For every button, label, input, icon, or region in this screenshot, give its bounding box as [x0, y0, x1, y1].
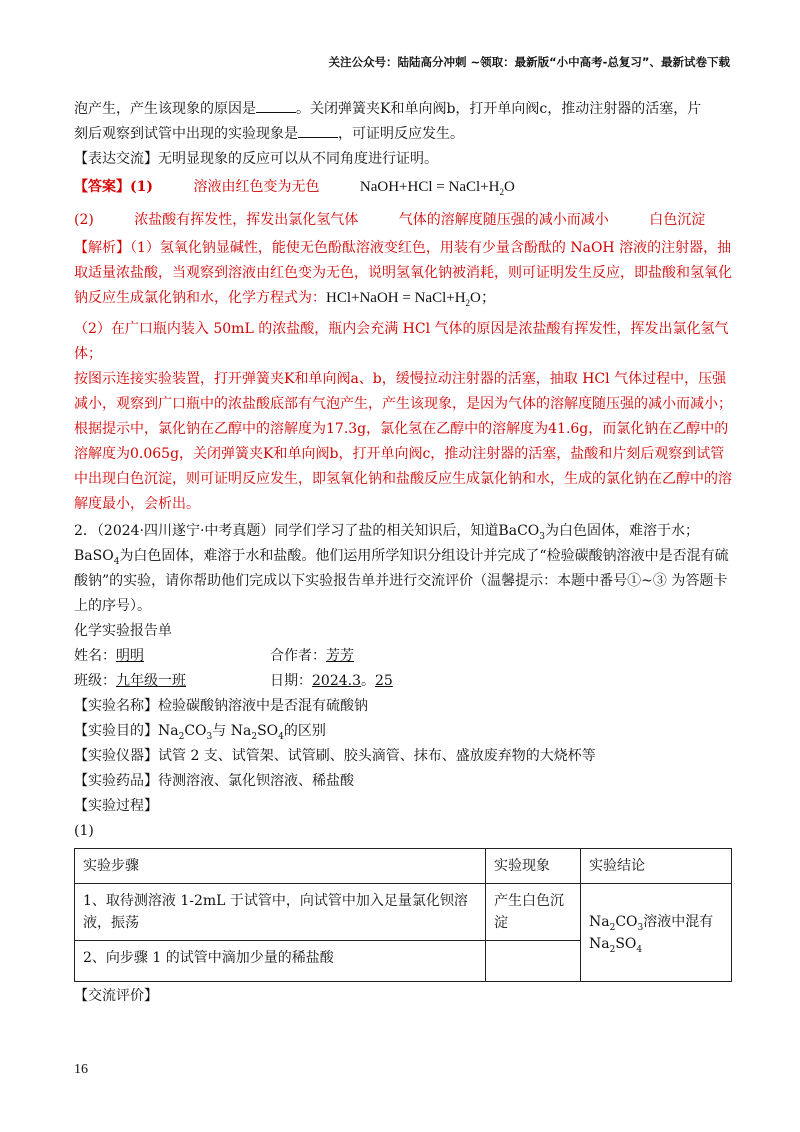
answer-line-2: (2) 浓盐酸有挥发性，挥发出氯化氢气体 气体的溶解度随压强的减小而减小 白色沉淀 [74, 212, 706, 228]
step-cell: 2、向步骤 1 的试管中滴加少量的稀盐酸 [75, 941, 486, 982]
express-section: 【表达交流】无明显现象的反应可以从不同角度进行证明。 [74, 151, 438, 167]
class-value: 九年级一班 [116, 673, 186, 689]
conclusion-cell: $Na_2CO_3$溶液中混有 $Na_2SO_4$ [581, 884, 732, 982]
equation-1: NaOH+HCl = $NaCl+H_2O$ [359, 179, 515, 197]
partner-value: 芳芳 [326, 648, 354, 664]
step-cell: 1、取待测溶液 1-2mL 于试管中，向试管中加入足量氯化钡溶液，振荡 [75, 884, 486, 941]
report-name-row: 姓名：明明 合作者：芳芳 [74, 648, 354, 664]
name-value: 明明 [116, 648, 144, 664]
page-header: 关注公众号：陆陆高分冲刺 ~领取：最新版“小中高考-总复习”、最新试卷下载 [328, 55, 730, 69]
answer-blank [256, 98, 296, 113]
header-cell: 实验结论 [581, 849, 732, 884]
phenomenon-cell-blank [486, 941, 581, 982]
table-row [75, 884, 732, 941]
document-body [74, 97, 734, 1009]
experiment-instruments: 【实验仪器】试管 2 支、试管架、试管刷、胶头滴管、抹布、盛放废弃物的大烧杯等 [74, 748, 596, 764]
equation-2: HCl+NaOH = $NaCl+H_2O$； [326, 290, 496, 308]
analysis-part-4: 根据提示中，氯化钠在乙醇中的溶解度为17.3g，氯化氢在乙醇中的溶解度为41.6g，而氯化钠在乙醇中的溶解度为0.065g，关闭弹簧夹K和单向阀b，打开单向阀c，推动注射器的活塞，盐酸和片刻后观察到试管中出现白色沉淀，则可证明反应发生，即氢氧化钠和盐酸反应生成氯化钠和水，生成的氯化钠在乙醇中的溶解度最小，会析出。 [74, 421, 732, 512]
date-value: 2024.3 [312, 673, 361, 689]
experiment-reagents: 【实验药品】待测溶液、氯化钡溶液、稀盐酸 [74, 773, 354, 789]
analysis-part-1: 【解析】（1）氢氧化钠显碱性，能使无色酚酞溶液变红色，用装有少量含酚酞的 NaOH 溶液的注射器，抽取适量浓盐酸，当观察到溶液由红色变为无色，说明氢氧化钠被消耗，则可证明发生反应，即盐酸和氢氧化钠反应生成氯化钠和水，化学方程式为：HCl+NaOH = $NaCl+H_2O$； [74, 240, 732, 308]
report-class-row: 班级：九年级一班 日期：2024.3。25 [74, 673, 393, 689]
experiment-table [74, 848, 732, 982]
answer-line-1: 【答案】(1) 溶液由红色变为无色 NaOH+HCl = $NaCl+H_2O$ [74, 179, 515, 197]
question-2-intro: 2．（2024·四川遂宁·中考真题）同学们学习了盐的相关知识后，知道BaCO$_3$为白色固体，难溶于水；BaSO$_4$为白色固体，难溶于水和盐酸。他们运用所学知识分组设计并完成了“检验碳酸钠溶液中是否混有硫酸钠”的实验，请你帮助他们完成以下实验报告单并进行交流评价（温馨提示：本题中番号①~③ 为答题卡上的序号）。 [74, 523, 729, 614]
page-number: 16 [74, 1062, 88, 1077]
report-title: 化学实验报告单 [74, 623, 172, 639]
phenomenon-cell: 产生白色沉淀 [486, 884, 581, 941]
table-header-row [75, 849, 732, 884]
experiment-process: 【实验过程】 [74, 798, 158, 814]
experiment-name: 【实验名称】检验碳酸钠溶液中是否混有硫酸钠 [74, 698, 368, 714]
answer-blank [298, 123, 338, 138]
header-cell: 实验步骤 [75, 849, 486, 884]
analysis-part-3: 按图示连接实验装置，打开弹簧夹K和单向阀a、b，缓慢拉动注射器的活塞，抽取 HCl 气体过程中，压强减小，观察到广口瓶中的浓盐酸底部有气泡产生，产生该现象，是因为气体的溶解度随压强的减小而减小； [74, 371, 732, 412]
sub-question-1: (1) [74, 823, 94, 839]
experiment-aim: 【实验目的】$Na_2CO_3$与 $Na_2SO_4$的区别 [74, 723, 326, 742]
evaluation-section: 【交流评价】 [74, 988, 158, 1004]
answer-label: 【答案】(1) [74, 179, 153, 195]
analysis-part-2: （2）在广口瓶内装入 50mL 的浓盐酸，瓶内会充满 HCl 气体的原因是浓盐酸有挥发性，挥发出氯化氢气体； [74, 321, 729, 362]
question-continuation: 泡产生，产生该现象的原因是 。关闭弹簧夹K和单向阀b，打开单向阀c，推动注射器的活塞，片 刻后观察到试管中出现的实验现象是 ，可证明反应发生。 [74, 97, 734, 147]
header-cell: 实验现象 [486, 849, 581, 884]
